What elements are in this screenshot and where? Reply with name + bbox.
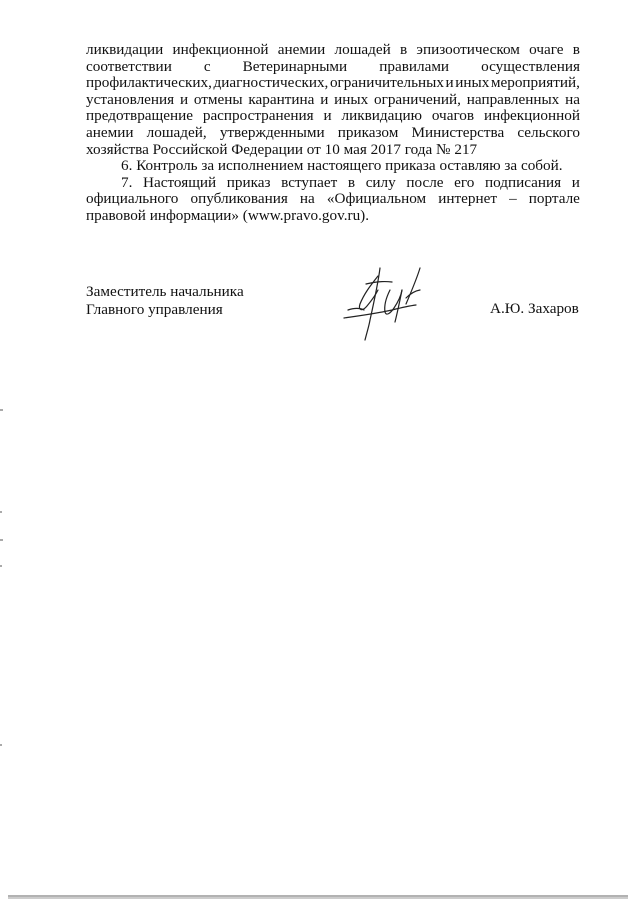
- word: соответствии: [86, 57, 172, 75]
- word: его: [454, 173, 475, 191]
- word: очаге: [529, 41, 564, 58]
- signatory-title: [86, 283, 244, 318]
- word: с: [203, 57, 211, 75]
- word: после: [406, 173, 444, 191]
- word: Ветеринарными: [242, 57, 348, 75]
- word: утвержденными: [219, 123, 325, 141]
- word: ограничений,: [374, 90, 461, 108]
- scan-margin-marks: [0, 0, 6, 905]
- word: лошадей,: [146, 123, 207, 141]
- word: вступает: [281, 173, 338, 191]
- signatory-title-line: Главного управления: [86, 300, 223, 318]
- word: подписания: [484, 173, 562, 191]
- word: осуществления: [481, 57, 580, 75]
- word: иных: [455, 74, 490, 92]
- scan-bottom-edge: [8, 894, 628, 902]
- word: в: [400, 41, 408, 58]
- word: инфекционной: [172, 41, 269, 58]
- item-7-paragraph: [86, 175, 580, 225]
- text-line: [86, 59, 580, 76]
- word: интернет: [438, 190, 497, 208]
- document-body: [86, 42, 580, 225]
- word: очагов: [431, 107, 475, 125]
- word: Настоящий: [143, 173, 217, 191]
- word: анемии: [277, 41, 326, 58]
- text-line: [86, 92, 580, 109]
- word: распространения: [202, 107, 314, 125]
- signatory-title-line: Заместитель начальника: [86, 283, 244, 300]
- word: и: [571, 173, 580, 191]
- word: иных: [334, 90, 369, 108]
- word: отмены: [193, 90, 243, 108]
- word: диагностических,: [213, 74, 329, 92]
- text-line: [86, 191, 580, 208]
- item-6-paragraph: [86, 158, 580, 175]
- word: установления: [86, 90, 175, 108]
- text-line: правовой информации» (www.pravo.gov.ru).: [86, 206, 370, 224]
- word: официального: [86, 190, 179, 208]
- word: –: [509, 190, 517, 208]
- word: инфекционной: [483, 107, 580, 125]
- word: портале: [528, 190, 580, 208]
- signatory-name: А.Ю. Захаров: [490, 300, 579, 317]
- text-line: [86, 75, 580, 92]
- word: правилами: [379, 57, 450, 75]
- word: Министерства: [411, 123, 505, 141]
- word: сельского: [517, 123, 580, 141]
- word: на: [299, 190, 315, 208]
- word: в: [347, 173, 356, 191]
- text-line: 6. Контроль за исполнением настоящего приказа оставляю за собой.: [121, 157, 563, 175]
- paragraph-continuation: [86, 42, 580, 158]
- word: на: [565, 90, 580, 108]
- word: предотвращение: [86, 107, 193, 125]
- word: ликвидацию: [341, 107, 422, 125]
- word: и: [320, 90, 329, 108]
- word: приказ: [226, 173, 271, 191]
- word: силу: [365, 173, 396, 191]
- word: опубликования: [190, 190, 288, 208]
- word: 7.: [121, 173, 133, 191]
- word: «Официальном: [326, 190, 427, 208]
- text-line: [86, 125, 580, 142]
- word: ликвидации: [86, 41, 164, 58]
- word: лошадей: [334, 41, 391, 58]
- word: карантина: [248, 90, 315, 108]
- text-line: [86, 175, 580, 192]
- word: профилактических,: [86, 74, 212, 92]
- text-line: [86, 108, 580, 125]
- text-line: хозяйства Российской Федерации от 10 мая 2017 года № 217: [86, 140, 478, 158]
- word: и: [179, 90, 189, 108]
- word: ограничительных: [329, 74, 444, 92]
- word: и: [445, 74, 454, 92]
- text-line: [86, 42, 580, 59]
- word: в: [572, 41, 580, 58]
- word: приказом: [337, 123, 399, 141]
- word: анемии: [86, 123, 134, 141]
- word: мероприятий,: [490, 74, 580, 92]
- word: эпизоотическом: [416, 41, 520, 58]
- handwritten-signature: [340, 264, 425, 344]
- word: направленных: [466, 90, 560, 108]
- word: и: [323, 107, 332, 125]
